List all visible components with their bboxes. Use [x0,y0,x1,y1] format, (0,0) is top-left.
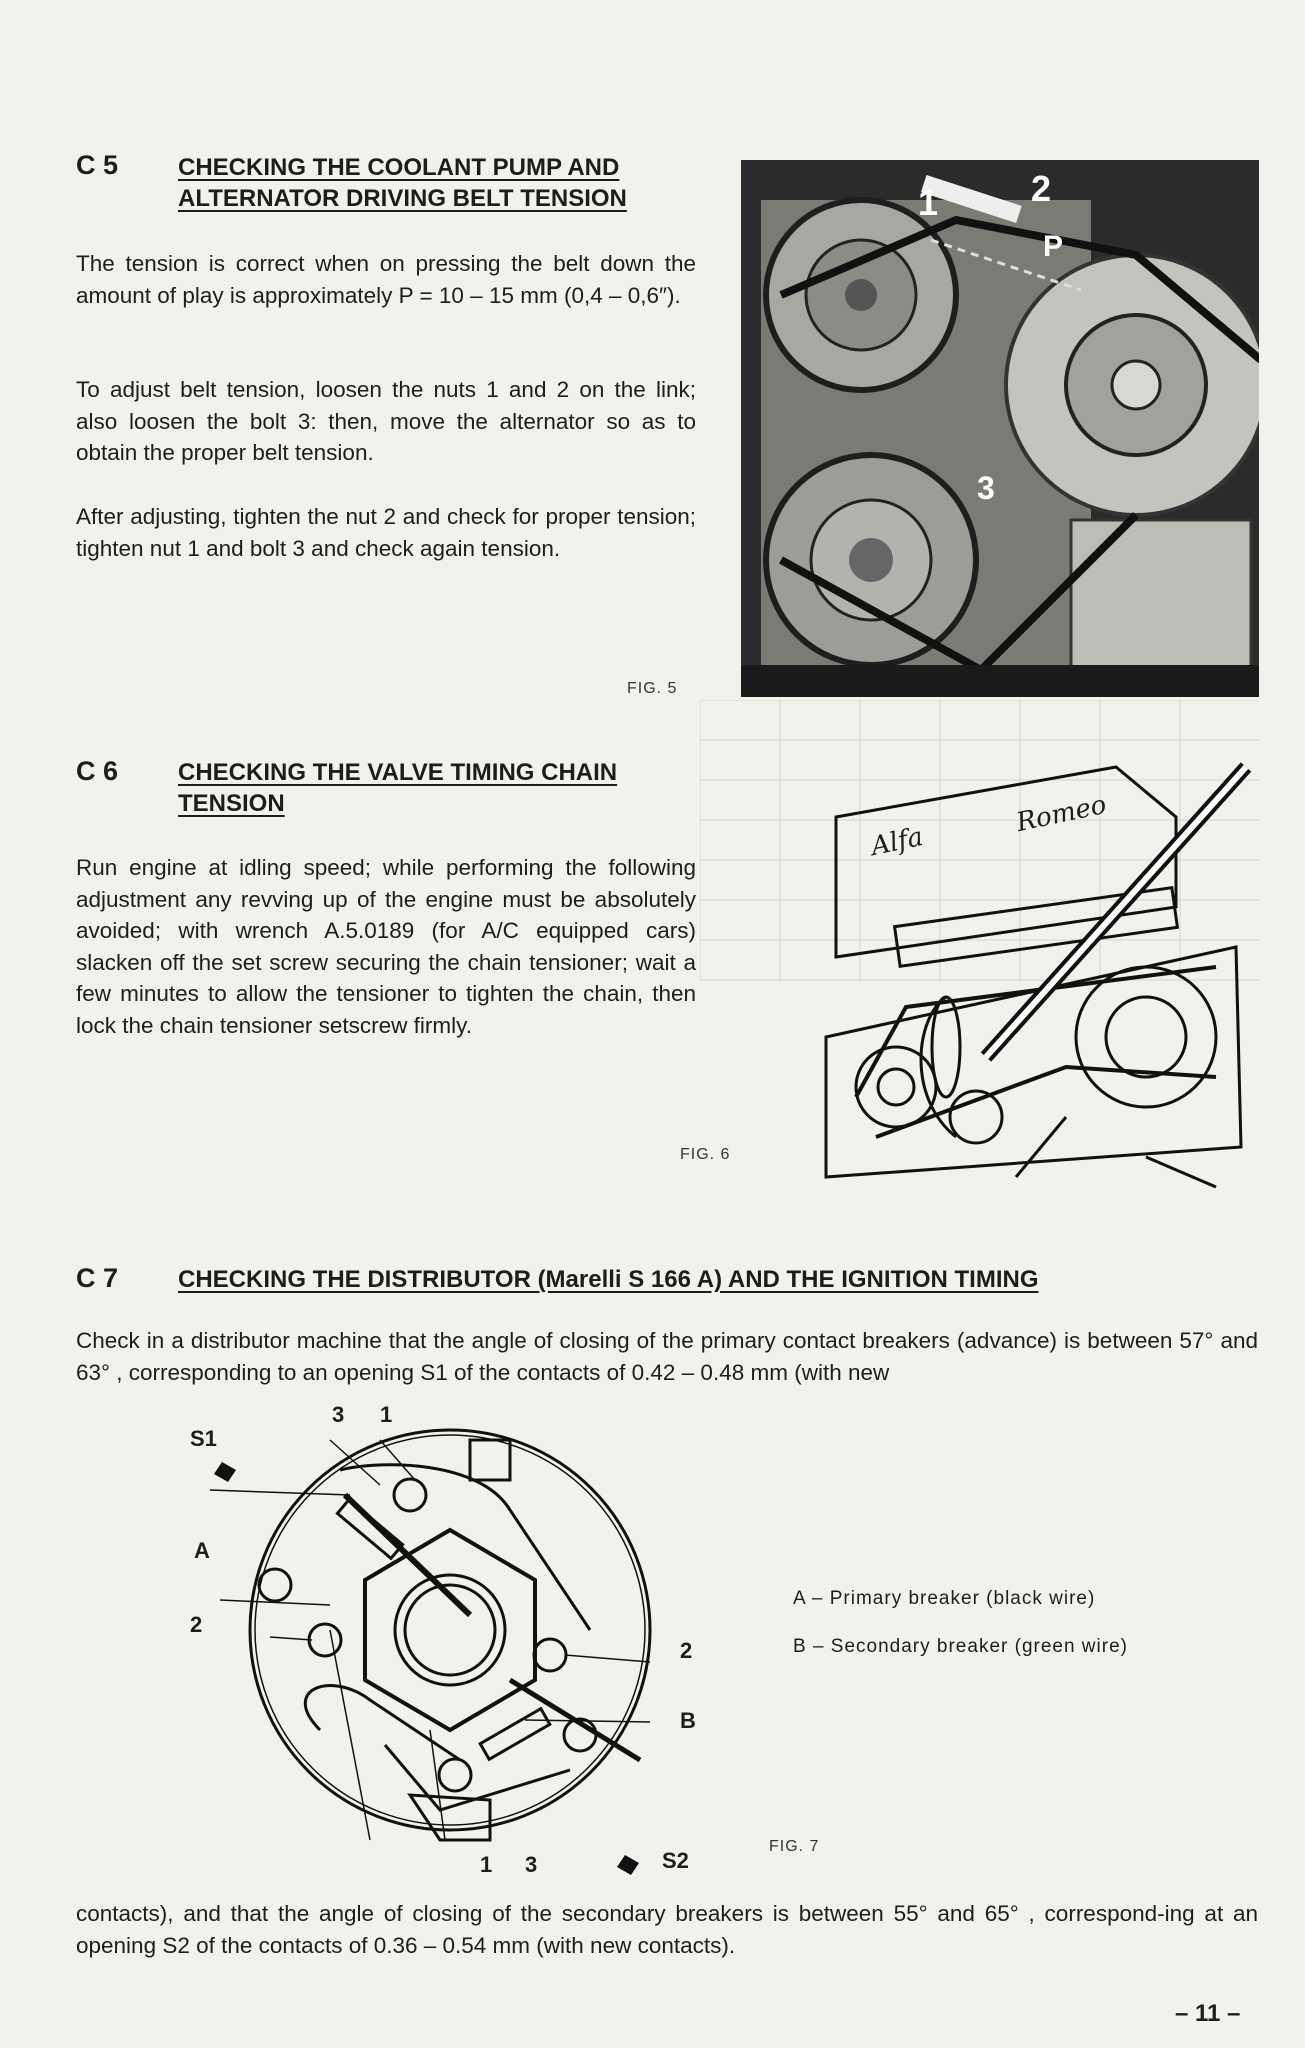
fig5-callout-3: 3 [977,470,995,506]
c5-paragraph-2: To adjust belt tension, loosen the nuts 1 and 2 on the link; also loosen the bolt 3: then, move the alternator so as to obtain the proper belt tension. [76,377,696,465]
section-title-c5-line2: ALTERNATOR DRIVING BELT TENSION [178,185,627,212]
fig7-distributor-diagram [180,1400,720,1880]
fig5-callout-2: 2 [1031,168,1052,209]
fig7-label-a: A [194,1538,210,1563]
fig6-engine-drawing [816,757,1256,1192]
c7-paragraph-2: contacts), and that the angle of closing of the secondary breakers is between 55° and 65° , correspond-ing at an opening S2 of the contacts of 0.36 – 0.54 mm (with new contacts). [76,1901,1258,1958]
section-number-c6: C 6 [76,756,119,786]
fig5-engine-drawing [741,160,1259,697]
section-number-c7: C 7 [76,1263,119,1293]
fig7-label-b: B [680,1708,696,1733]
section-title-c6 [178,757,718,819]
section-title-c6-line1: CHECKING THE VALVE TIMING CHAIN [178,759,618,786]
fig5-engine-photo [741,160,1259,697]
c5-paragraph-1: The tension is correct when on pressing the belt down the amount of play is approximately P = 10 – 15 mm (0,4 – 0,6″). [76,251,696,308]
fig7-label-two-left: 2 [190,1612,203,1637]
fig7-label-s2: S2 [662,1848,689,1873]
section-number-c5: C 5 [76,150,119,180]
fig5-label: FIG. 5 [627,680,678,697]
page-number: – 11 – [1175,2000,1241,2027]
fig7-diagram-svg [180,1400,720,1880]
fig6-brand-romeo: Romeo [1013,789,1110,839]
section-title-c7: CHECKING THE DISTRIBUTOR (Marelli S 166 A) AND THE IGNITION TIMING [178,1266,1039,1293]
c5-paragraph-3: After adjusting, tighten the nut 2 and check for proper tension; tighten nut 1 and bolt 3 and check again tension. [76,504,696,561]
fig7-label-one-top: 1 [380,1402,393,1427]
fig7-label-one-bottom: 1 [480,1852,493,1877]
section-title-c5-line1: CHECKING THE COOLANT PUMP AND [178,154,620,181]
fig6-label: FIG. 6 [680,1146,731,1163]
fig7-label: FIG. 7 [769,1838,820,1855]
fig5-callout-1: 1 [918,182,939,223]
fig7-label-three-bottom: 3 [525,1852,538,1877]
fig7-legend-b: B – Secondary breaker (green wire) [793,1636,1128,1657]
fig7-legend-a: A – Primary breaker (black wire) [793,1588,1096,1609]
fig5-callout-p: P [1043,230,1064,263]
fig6-brand-alfa: Alfa [868,821,926,863]
section-title-c5 [178,152,718,214]
fig7-label-three-top: 3 [332,1402,345,1427]
c6-paragraph-1: Run engine at idling speed; while performing the following adjustment any revving up of the engine must be absolutely avoided; with wrench A.5.0189 (for A/C equipped cars) slacken off the set screw securing the chain tensioner; wait a few minutes to allow the tensioner to tighten the chain, then lock the chain tensioner setscrew firmly. [76,855,696,1038]
fig7-label-two-right: 2 [680,1638,693,1663]
c7-paragraph-1: Check in a distributor machine that the angle of closing of the primary contact breakers (advance) is between 57° and 63° , corresponding to an opening S1 of the contacts of 0.42 – 0.48 mm (with new [76,1328,1258,1385]
fig7-label-s1: S1 [190,1426,217,1451]
section-title-c6-line2: TENSION [178,790,285,817]
